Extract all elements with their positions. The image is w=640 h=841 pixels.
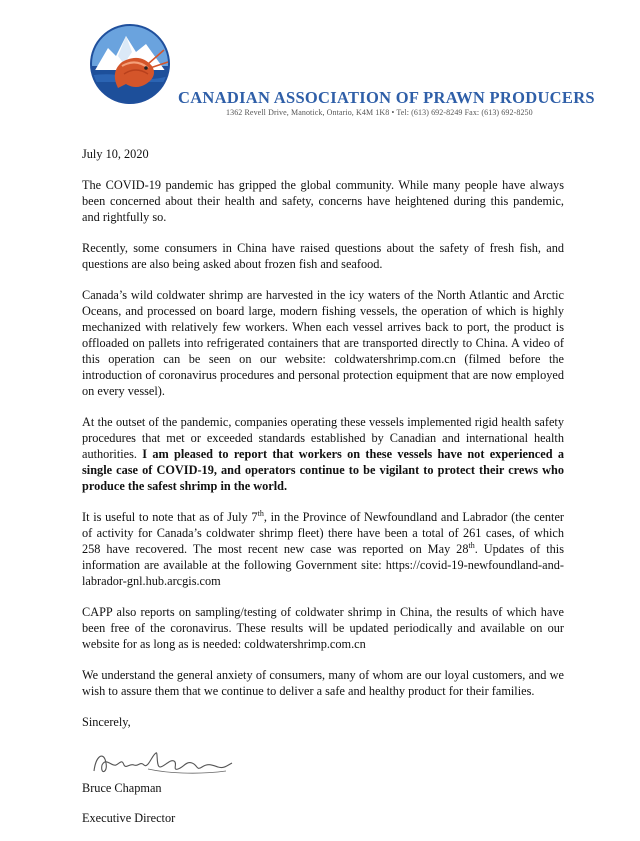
letter-date: July 10, 2020 [82, 147, 149, 161]
paragraph-case-statistics [82, 509, 564, 589]
letter-body [82, 146, 564, 841]
paragraph-pandemic: The COVID-19 pandemic has gripped the global community. While many people have always been concerned about their health and safety, concerns have heightened during this pandemic, and rightfully so. [82, 178, 564, 224]
signer-name: Bruce Chapman [82, 781, 162, 795]
safety-highlight-text: I am pleased to report that workers on these vessels have not experienced a single case of COVID-19, and operators continue to be vigilant to protect their crews who produce the safest shrimp in the world. [82, 447, 564, 493]
organization-name: CANADIAN ASSOCIATION OF PRAWN PRODUCERS [178, 88, 595, 107]
paragraph-safety-procedures [82, 414, 564, 494]
organization-address: 1362 Revell Drive, Manotick, Ontario, K4M 1K8 • Tel: (613) 692-8249 Fax: (613) 692-8250 [226, 108, 533, 117]
stats-text-c: . Updates of this information are available at the following Government site: https://covid-19-newfoundland-and-labrador-gnl.hub.arcgis.com [82, 542, 564, 588]
stats-superscript-1: th [257, 509, 264, 518]
stats-text-b: , in the Province of Newfoundland and Labrador (the center of activity for Canada’s coldwater shrimp fleet) there have been a total of 261 cases, of which 258 have recovered. The most recent new case was reported on May 28 [82, 510, 564, 556]
signer-title: Executive Director [82, 811, 176, 825]
prawn-iceberg-logo-icon [88, 22, 172, 106]
letter-closing: Sincerely, [82, 715, 131, 729]
paragraph-assurance: We understand the general anxiety of consumers, many of whom are our loyal customers, and we wish to assure them that we continue to deliver a safe and healthy product for their families. [82, 668, 564, 698]
paragraph-testing: CAPP also reports on sampling/testing of coldwater shrimp in China, the results of which have been free of the coronavirus. These results will be updated periodically and available on our website for as long as is needed: coldwatershrimp.com.cn [82, 605, 564, 651]
paragraph-china-questions: Recently, some consumers in China have raised questions about the safety of fresh fish, and questions are also being asked about frozen fish and seafood. [82, 241, 564, 271]
stats-text-a: It is useful to note that as of July 7 [82, 510, 258, 524]
stats-superscript-2: th [468, 541, 475, 550]
handwritten-signature-icon [86, 745, 236, 779]
paragraph-harvesting: Canada’s wild coldwater shrimp are harvested in the icy waters of the North Atlantic and Arctic Oceans, and processed on board large, modern fishing vessels, the operation of which is highly mechanized with relatively few workers. When each vessel arrives back to port, the product is offloaded on pallets into refrigerated containers that are transported directly to China. A video of this operation can be seen on our website: coldwatershrimp.com.cn (filmed before the introduction of coronavirus procedures and personal protection equipment that are now employed on every vessel). [82, 288, 564, 398]
safety-intro-text: At the outset of the pandemic, companies operating these vessels implemented rigid health safety procedures that met or exceeded standards established by Canadian and international health authorities. [82, 415, 564, 461]
